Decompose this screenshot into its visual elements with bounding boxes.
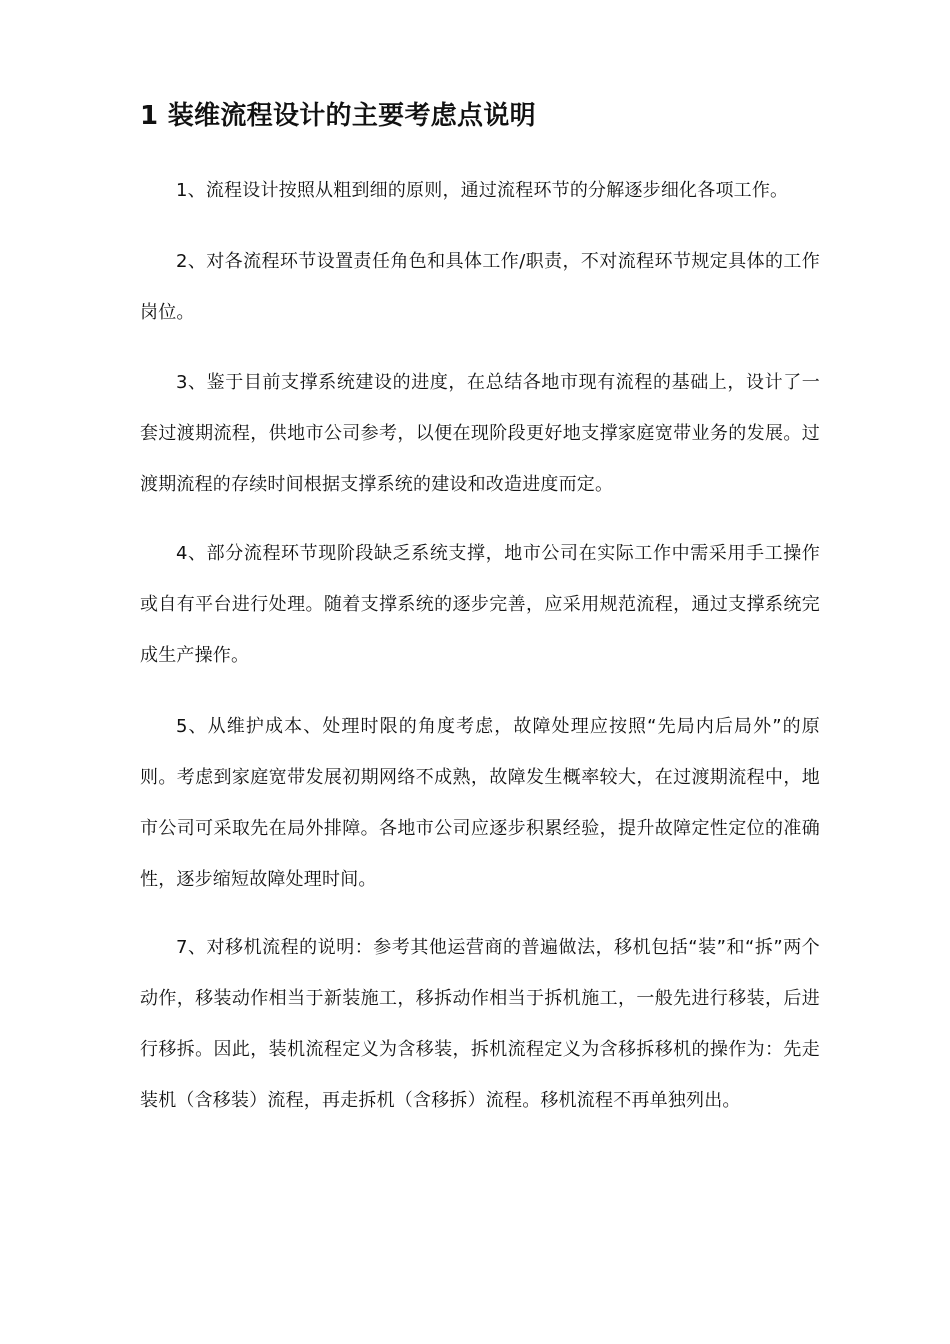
document-title: 1 装维流程设计的主要考虑点说明: [140, 101, 536, 131]
paragraph-4: 4、部分流程环节现阶段缺乏系统支撑，地市公司在实际工作中需采用手工操作或自有平台进行处理。随着支撑系统的逐步完善，应采用规范流程，通过支撑系统完成生产操作。: [140, 543, 820, 666]
paragraph-1: 1、流程设计按照从粗到细的原则，通过流程环节的分解逐步细化各项工作。: [176, 180, 789, 201]
paragraph-2: 2、对各流程环节设置责任角色和具体工作/职责，不对流程环节规定具体的工作岗位。: [140, 251, 820, 323]
paragraph-5: 5、从维护成本、处理时限的角度考虑，故障处理应按照“先局内后局外”的原则。考虑到家庭宽带发展初期网络不成熟，故障发生概率较大，在过渡期流程中，地市公司可采取先在局外排障。各地市公司应逐步积累经验，提升故障定性定位的准确性，逐步缩短故障处理时间。: [140, 716, 820, 890]
paragraph-3: 3、鉴于目前支撑系统建设的进度，在总结各地市现有流程的基础上，设计了一套过渡期流程，供地市公司参考，以便在现阶段更好地支撑家庭宽带业务的发展。过渡期流程的存续时间根据支撑系统的建设和改造进度而定。: [140, 372, 820, 495]
paragraph-7: 7、对移机流程的说明：参考其他运营商的普遍做法，移机包括“装”和“拆”两个动作，移装动作相当于新装施工，移拆动作相当于拆机施工，一般先进行移装，后进行移拆。因此，装机流程定义为含移装，拆机流程定义为含移拆移机的操作为：先走装机（含移装）流程，再走拆机（含移拆）流程。移机流程不再单独列出。: [140, 937, 820, 1111]
